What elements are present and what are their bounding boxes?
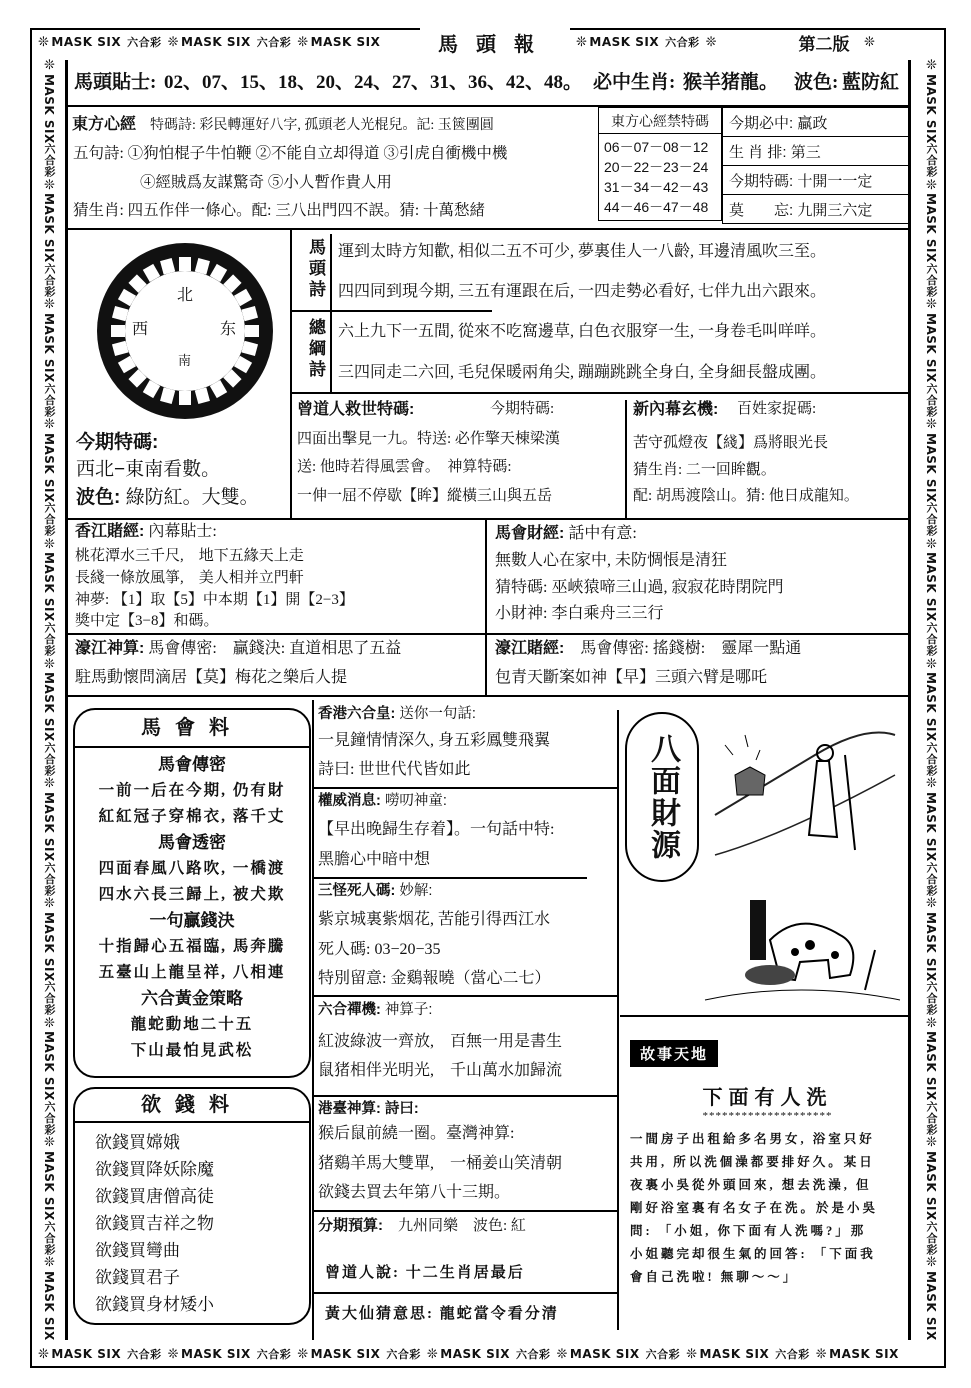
mahui-liao-title: 馬會料 (75, 710, 309, 748)
flower-icon: ❊ (924, 1255, 939, 1271)
mahui-liao-line: 紅紅冠子穿棉衣, 落千丈 (98, 808, 286, 825)
compass-tooth (179, 391, 191, 405)
hk-line: 一見鐘情情深久, 身五彩鳳雙飛翼 (318, 732, 551, 749)
flower-icon: ❊ (42, 896, 57, 912)
border-brand: MASK SIX (924, 1270, 938, 1341)
border-brand-cn: 六合彩 (127, 1348, 162, 1361)
mahui-cai-line: 小財神: 李白乘舟三三行 (495, 605, 664, 622)
border-brand-cn: 六合彩 (256, 36, 292, 49)
bamian-text: 八面財源 (646, 733, 679, 861)
border-brand-cn: 六合彩 (43, 981, 56, 1016)
border-brand: MASK SIX (42, 1270, 56, 1341)
gangtai-line: 猪鷄羊馬大雙單, 一桶姜山笑清朝 (318, 1155, 563, 1172)
neimu-title: 新內幕玄機: (633, 401, 719, 418)
compass-tooth (179, 257, 191, 271)
flower-icon: ❊ (556, 1347, 568, 1362)
border-brand: MASK SIX (310, 1347, 381, 1361)
tips-label: 馬頭貼士: (74, 72, 157, 93)
compass-tooth (111, 325, 125, 337)
flower-icon: ❊ (167, 1347, 180, 1362)
border-brand-cn: 六合彩 (43, 861, 56, 897)
border-brand: MASK SIX (42, 73, 56, 144)
xiangjiang-line: 桃花潭水三千尺, 地下五緣天上走 (75, 548, 304, 564)
gangtai-title: 港臺神算: (318, 1101, 381, 1117)
mahui-liao-line: 四面春風八路吹, 一橋渡 (98, 860, 286, 877)
mahui-liao-line: 五臺山上龍呈祥, 八相連 (98, 964, 286, 981)
flower-icon: ❊ (426, 1347, 439, 1362)
border-brand: MASK SIX (42, 432, 56, 503)
flower-icon: ❊ (42, 58, 57, 74)
yuqian-line: 欲錢買君子 (95, 1268, 180, 1287)
compass-tooth (245, 325, 259, 337)
mahui-liao-heading: 六合黃金策略 (141, 989, 243, 1008)
mahui-cai-line: 猜特碼: 巫峽猿啼三山過, 寂寂花時閉院門 (495, 579, 784, 596)
flower-icon: ❊ (42, 177, 57, 194)
yuqian-title: 欲錢料 (75, 1089, 309, 1123)
haojiang-shen-title: 濠江神算: (75, 640, 145, 657)
yuqian-line: 欲錢買吉祥之物 (95, 1214, 214, 1233)
flower-icon: ❊ (42, 297, 57, 313)
border-brand: MASK SIX (924, 432, 938, 503)
border-band-left (38, 58, 58, 1342)
border-band-bottom (36, 1345, 942, 1365)
xiangjiang-title: 香江賭經: (75, 523, 145, 540)
yuqian-line: 欲錢買降妖除魔 (95, 1160, 214, 1179)
zeng-line: 送: 他時若得風雲會。 神算特碼: (297, 459, 512, 475)
yuqian-box (73, 1087, 311, 1325)
tips-numbers: 02、07、15、18、20、24、27、31、36、42、48。 (164, 72, 583, 93)
divider (485, 520, 487, 695)
ban-row: 20－22－23－24 (604, 159, 709, 175)
flower-icon: ❊ (864, 35, 876, 50)
ban-title: 東方心經禁特碼 (599, 108, 722, 134)
flower-icon: ❊ (686, 1347, 698, 1362)
poem2-title: 總綱詩 (306, 318, 325, 381)
border-brand-cn: 六合彩 (925, 1220, 938, 1256)
border-band-top-middle (574, 33, 786, 53)
gangtai-sub: 詩曰: (384, 1101, 419, 1117)
mahui-liao-line: 十指歸心五福臨, 馬奔騰 (98, 938, 286, 955)
story-line: 共用, 所以洗個澡都要排好久。某日 (630, 1155, 875, 1169)
flower-icon: ❊ (924, 417, 939, 433)
sanguai-sub: 妙解: (399, 883, 433, 899)
divider (65, 633, 911, 635)
xiangjiang-line: 神夢: 【1】取【5】中本期【1】開【2−3】 (75, 592, 354, 608)
hk-title: 香港六合皇: (318, 706, 396, 722)
info-value: 第三 (790, 143, 821, 161)
info-label: 生 肖 排: (729, 143, 787, 161)
haojiang-shen-sub: 馬會傳密: 贏錢決: 直道相思了五益 (148, 640, 402, 657)
neimu-line: 猜生肖: 二一回眸觀。 (633, 462, 776, 478)
mahui-liao-box (73, 708, 311, 1078)
quanwei-line: 【早出晚歸生存着】。一句話中特: (318, 821, 555, 838)
border-brand: MASK SIX (42, 791, 56, 862)
flower-icon: ❊ (42, 536, 57, 553)
flower-icon: ❊ (924, 297, 939, 313)
info-value: 九開三六定 (797, 201, 873, 219)
border-brand: MASK SIX (569, 1347, 640, 1361)
border-brand: MASK SIX (924, 312, 938, 383)
huang-text: 黃大仙猜意思: 龍蛇當令看分清 (325, 1306, 559, 1322)
flower-icon: ❊ (924, 896, 939, 912)
edition-label: 第二版 (790, 30, 858, 55)
story-tag: 故事天地 (630, 1040, 718, 1067)
border-brand: MASK SIX (699, 1347, 770, 1361)
divider (617, 710, 619, 1330)
divider (312, 995, 617, 997)
divider (312, 787, 617, 789)
haojiang-du-line: 包青天斷案如神【早】三頭六臂是哪吒 (495, 669, 768, 686)
gangtai-line: 欲錢去買去年第八十三期。 (318, 1184, 511, 1201)
bamian-badge (625, 712, 699, 882)
flower-icon: ❊ (924, 776, 939, 792)
border-brand-cn: 六合彩 (43, 741, 56, 777)
border-brand-cn: 六合彩 (43, 502, 56, 537)
mahui-liao-line: 四水六長三歸上, 被犬欺 (98, 886, 286, 903)
flower-icon: ❊ (42, 656, 57, 673)
border-brand-cn: 六合彩 (925, 741, 938, 777)
border-brand-cn: 六合彩 (925, 622, 938, 657)
compass-line: 西北−東南看數。 (76, 459, 221, 480)
border-brand: MASK SIX (42, 911, 56, 982)
chanji-title: 六合禪機: (318, 1002, 381, 1018)
zeng-line: 一伸一屈不停歇【眸】縱橫三山與五岳 (297, 488, 553, 504)
gangtai-line: 猴后鼠前繞一圈。臺灣神算: (318, 1125, 515, 1142)
border-brand-cn: 六合彩 (43, 262, 56, 298)
border-brand: MASK SIX (181, 35, 251, 49)
poem-line: 六上九下一五間, 從來不吃窩邊草, 白色衣服穿一生, 一身卷毛叫咩咩。 (338, 323, 827, 340)
zengdao-text: 曾道人說: 十二生肖居最后 (325, 1265, 525, 1281)
ban-row: 44－46－47－48 (604, 199, 709, 215)
divider (292, 392, 911, 394)
border-brand-cn: 六合彩 (43, 1100, 56, 1136)
story-stars: ******************** (702, 1110, 833, 1122)
compass-east: 东 (220, 321, 237, 338)
border-band-top-right (862, 33, 942, 53)
poem-line: 運到太時方知歡, 相似二五不可少, 夢裏佳人一八齡, 耳邊清風吹三至。 (338, 243, 827, 260)
zeng-title: 曾道人救世特碼: (297, 401, 415, 418)
yuqian-line: 欲錢買彎曲 (95, 1241, 180, 1260)
dog-illustration-icon (700, 880, 910, 1015)
zodiac-label: 必中生肖: (593, 72, 676, 93)
border-brand: MASK SIX (924, 73, 938, 144)
east-title: 東方心經 (72, 116, 137, 133)
border-brand-cn: 六合彩 (775, 1348, 810, 1361)
border-brand: MASK SIX (42, 312, 56, 383)
hk-sub: 送你一句話: (399, 706, 476, 722)
border-brand-cn: 六合彩 (925, 981, 938, 1016)
neimu-line: 配: 胡馬渡陰山。猜: 他日成龍知。 (633, 488, 859, 504)
border-brand-cn: 六合彩 (43, 143, 56, 178)
flower-icon: ❊ (297, 35, 309, 50)
flower-icon: ❊ (42, 1255, 57, 1271)
east-line: ④經賊爲友謀驚奇 ⑤小人暫作貴人用 (140, 174, 392, 191)
sanguai-title: 三怪死人碼: (318, 883, 396, 899)
border-brand-cn: 六合彩 (925, 382, 938, 418)
border-brand: MASK SIX (42, 1031, 56, 1101)
ban-row: 06－07－08－12 (604, 139, 709, 155)
border-brand: MASK SIX (42, 552, 56, 623)
compass-label: 今期特碼: (76, 432, 159, 453)
border-brand-cn: 六合彩 (256, 1348, 292, 1361)
border-brand-cn: 六合彩 (386, 1348, 421, 1361)
flower-icon: ❊ (576, 35, 588, 50)
border-brand: MASK SIX (924, 1031, 938, 1101)
hk-line: 詩曰: 世世代代皆如此 (318, 761, 471, 778)
yuqian-line: 欲錢買身材矮小 (95, 1295, 214, 1314)
haojiang-shen-line: 駐馬動懷問滴居【莫】梅花之樂后人提 (75, 669, 348, 686)
mahui-cai-sub: 話中有意: (568, 525, 637, 542)
sage-illustration-icon (705, 715, 905, 865)
divider (330, 234, 332, 394)
poem-line: 四四同到現今期, 三五有運跟在后, 一四走勢必看好, 七伴九出六跟來。 (338, 283, 827, 300)
flower-icon: ❊ (42, 1135, 57, 1151)
border-brand: MASK SIX (42, 193, 56, 263)
border-brand-cn: 六合彩 (43, 622, 56, 657)
border-brand: MASK SIX (924, 193, 938, 263)
yuqian-line: 欲錢買唐僧高徒 (95, 1187, 214, 1206)
border-brand: MASK SIX (181, 1347, 251, 1361)
mahui-cai-line: 無數人心在家中, 未防惆悵是清狂 (495, 552, 728, 569)
east-line: 五句詩: ①狗怕棍子牛怕鞭 ②不能自立却得道 ③引虎自衝機中機 (73, 145, 508, 162)
border-band-top-left (36, 33, 416, 53)
border-brand-cn: 六合彩 (925, 262, 938, 298)
border-brand-cn: 六合彩 (516, 1348, 551, 1361)
flower-icon: ❊ (924, 58, 939, 74)
flower-icon: ❊ (297, 1347, 309, 1362)
poem-line: 三四同走二六回, 毛兒保暖兩角尖, 蹦蹦跳跳全身白, 全身細長盤成團。 (338, 364, 827, 381)
story-line: 夜裏小吳從外頭回來, 想去洗澡, 但 (630, 1178, 872, 1192)
sanguai-line: 特別留意: 金鷄報曉（當心二七） (318, 970, 551, 987)
zeng-sub: 今期特碼: (490, 401, 555, 417)
border-brand-cn: 六合彩 (925, 861, 938, 897)
mahui-cai-title: 馬會財經: (495, 525, 565, 542)
divider (620, 1015, 911, 1017)
flower-icon: ❊ (815, 1347, 828, 1362)
ban-row: 31－34－42－43 (604, 179, 709, 195)
divider (65, 228, 911, 230)
border-brand-cn: 六合彩 (925, 502, 938, 537)
story-line: 小姐聽完却很生氣的回答: 「下面我 (630, 1247, 876, 1261)
mahui-liao-heading: 一句贏錢決 (149, 911, 235, 930)
story-line: 一間房子出租給多名男女, 浴室只好 (630, 1132, 875, 1146)
compass-wheel-icon (90, 236, 280, 426)
flower-icon: ❊ (924, 1015, 939, 1032)
border-brand: MASK SIX (924, 552, 938, 623)
flower-icon: ❊ (924, 656, 939, 673)
divider (312, 700, 314, 1340)
chanji-line: 紅波綠波一齊放, 百無一用是書生 (318, 1033, 563, 1050)
divider (312, 1095, 617, 1097)
border-brand: MASK SIX (51, 35, 122, 49)
divider (312, 877, 587, 879)
flower-icon: ❊ (42, 417, 57, 433)
divider (625, 400, 627, 518)
compass-color: 綠防紅。大雙。 (125, 487, 259, 508)
neimu-line: 苦守孤燈夜【綫】爲將眼光長 (633, 435, 829, 451)
divider (292, 310, 492, 312)
mahui-liao-line: 一前一后在今期, 仍有財 (98, 782, 286, 799)
story-line: 問: 「小姐, 你下面有人洗嗎?」那 (630, 1224, 867, 1238)
east-line: 特碼詩: 彩民轉運好八字, 孤頭老人光棍兒。記: 玉篋團圓 (150, 118, 494, 133)
story-title: 下面有人洗 (702, 1087, 833, 1109)
info-value: 贏政 (797, 114, 828, 132)
chanji-line: 鼠猪相伴光明光, 千山萬水加歸流 (318, 1062, 563, 1079)
border-brand: MASK SIX (42, 672, 56, 742)
zeng-line: 四面出擊見一九。特送: 必作擎天棟梁漢 (297, 431, 560, 447)
haojiang-du-sub: 馬會傳密: 搖錢樹: 靈犀一點通 (580, 640, 802, 657)
ban-table (598, 107, 722, 221)
info-label: 今期必中: (729, 114, 794, 132)
yuqian-line: 欲錢買嫦娥 (95, 1133, 180, 1152)
color-value: 藍防紅 (842, 72, 900, 93)
border-brand-cn: 六合彩 (127, 36, 162, 49)
compass-south: 南 (178, 353, 192, 368)
flower-icon: ❊ (924, 536, 939, 553)
flower-icon: ❊ (38, 35, 50, 50)
flower-icon: ❊ (705, 35, 718, 50)
compass-west: 西 (132, 321, 149, 338)
chanji-sub: 神算子: (384, 1002, 433, 1018)
east-line: 猜生肖: 四五作伴一條心。配: 三八出門四不誤。猜: 十萬愁緒 (73, 202, 486, 219)
border-brand-cn: 六合彩 (925, 143, 938, 178)
border-brand-cn: 六合彩 (665, 36, 700, 49)
border-brand: MASK SIX (924, 791, 938, 862)
xiangjiang-line: 獎中定【3−8】和碼。 (75, 613, 219, 629)
flower-icon: ❊ (924, 1135, 939, 1151)
fenqi-sub: 九州同樂 波色: 紅 (398, 1218, 526, 1234)
xiangjiang-line: 長綫一條放風箏, 美人相并立門軒 (75, 570, 304, 586)
border-band-right (920, 58, 940, 1342)
info-label: 莫 忘: (729, 201, 794, 219)
border-brand: MASK SIX (589, 35, 660, 49)
xiangjiang-sub: 內幕貼士: (148, 523, 217, 540)
border-brand: MASK SIX (310, 35, 381, 49)
border-brand: MASK SIX (440, 1347, 510, 1361)
border-brand: MASK SIX (829, 1347, 899, 1361)
zodiac-value: 猴羊猪龍。 (683, 72, 779, 93)
mahui-liao-line: 下山最怕見武松 (130, 1042, 254, 1059)
neimu-sub: 百姓家捉碼: (737, 401, 817, 417)
flower-icon: ❊ (42, 776, 57, 792)
info-table (722, 107, 911, 224)
story-line: 剛好浴室裏有名女子在洗。於是小吳 (630, 1201, 879, 1215)
color-label: 波色: (794, 72, 839, 93)
compass-north: 北 (177, 287, 194, 304)
border-brand-cn: 六合彩 (43, 1220, 56, 1256)
border-brand: MASK SIX (924, 911, 938, 982)
border-brand-cn: 六合彩 (645, 1348, 681, 1361)
mahui-liao-heading: 馬會傳密 (158, 755, 226, 774)
flower-icon: ❊ (42, 1015, 57, 1032)
divider (312, 1210, 617, 1212)
border-brand: MASK SIX (924, 1150, 938, 1221)
divider (290, 230, 292, 518)
mahui-liao-heading: 馬會透密 (158, 833, 226, 852)
poem1-title: 馬頭詩 (306, 238, 325, 301)
sanguai-line: 紫京城裏紫烟花, 苦能引得西江水 (318, 911, 551, 928)
divider (65, 695, 911, 697)
border-brand-cn: 六合彩 (43, 382, 56, 418)
divider (65, 518, 911, 520)
divider (312, 1292, 617, 1294)
border-brand: MASK SIX (42, 1150, 56, 1221)
flower-icon: ❊ (924, 177, 939, 194)
flower-icon: ❊ (167, 35, 180, 50)
haojiang-du-title: 濠江賭經: (495, 640, 565, 657)
fenqi-title: 分期預算: (318, 1217, 383, 1234)
border-brand: MASK SIX (924, 672, 938, 742)
quanwei-sub: 嘮叨神童: (384, 793, 447, 809)
border-brand-cn: 六合彩 (925, 1100, 938, 1136)
newspaper-title: 馬頭報 (420, 28, 570, 52)
mahui-liao-line: 龍蛇動地二十五 (130, 1016, 254, 1033)
flower-icon: ❊ (38, 1347, 50, 1362)
compass-color-label: 波色: (76, 487, 121, 508)
border-brand: MASK SIX (51, 1347, 122, 1361)
story-line: 會自己洗啦! 無聊～～」 (630, 1270, 799, 1284)
quanwei-title: 權威消息: (318, 793, 381, 809)
story-section (630, 1040, 905, 1289)
info-label: 今期特碼: (729, 172, 794, 190)
quanwei-line: 黑膽心中暗中想 (318, 851, 431, 868)
info-value: 十開一一定 (797, 172, 873, 190)
sanguai-line: 死人碼: 03−20−35 (318, 941, 441, 958)
